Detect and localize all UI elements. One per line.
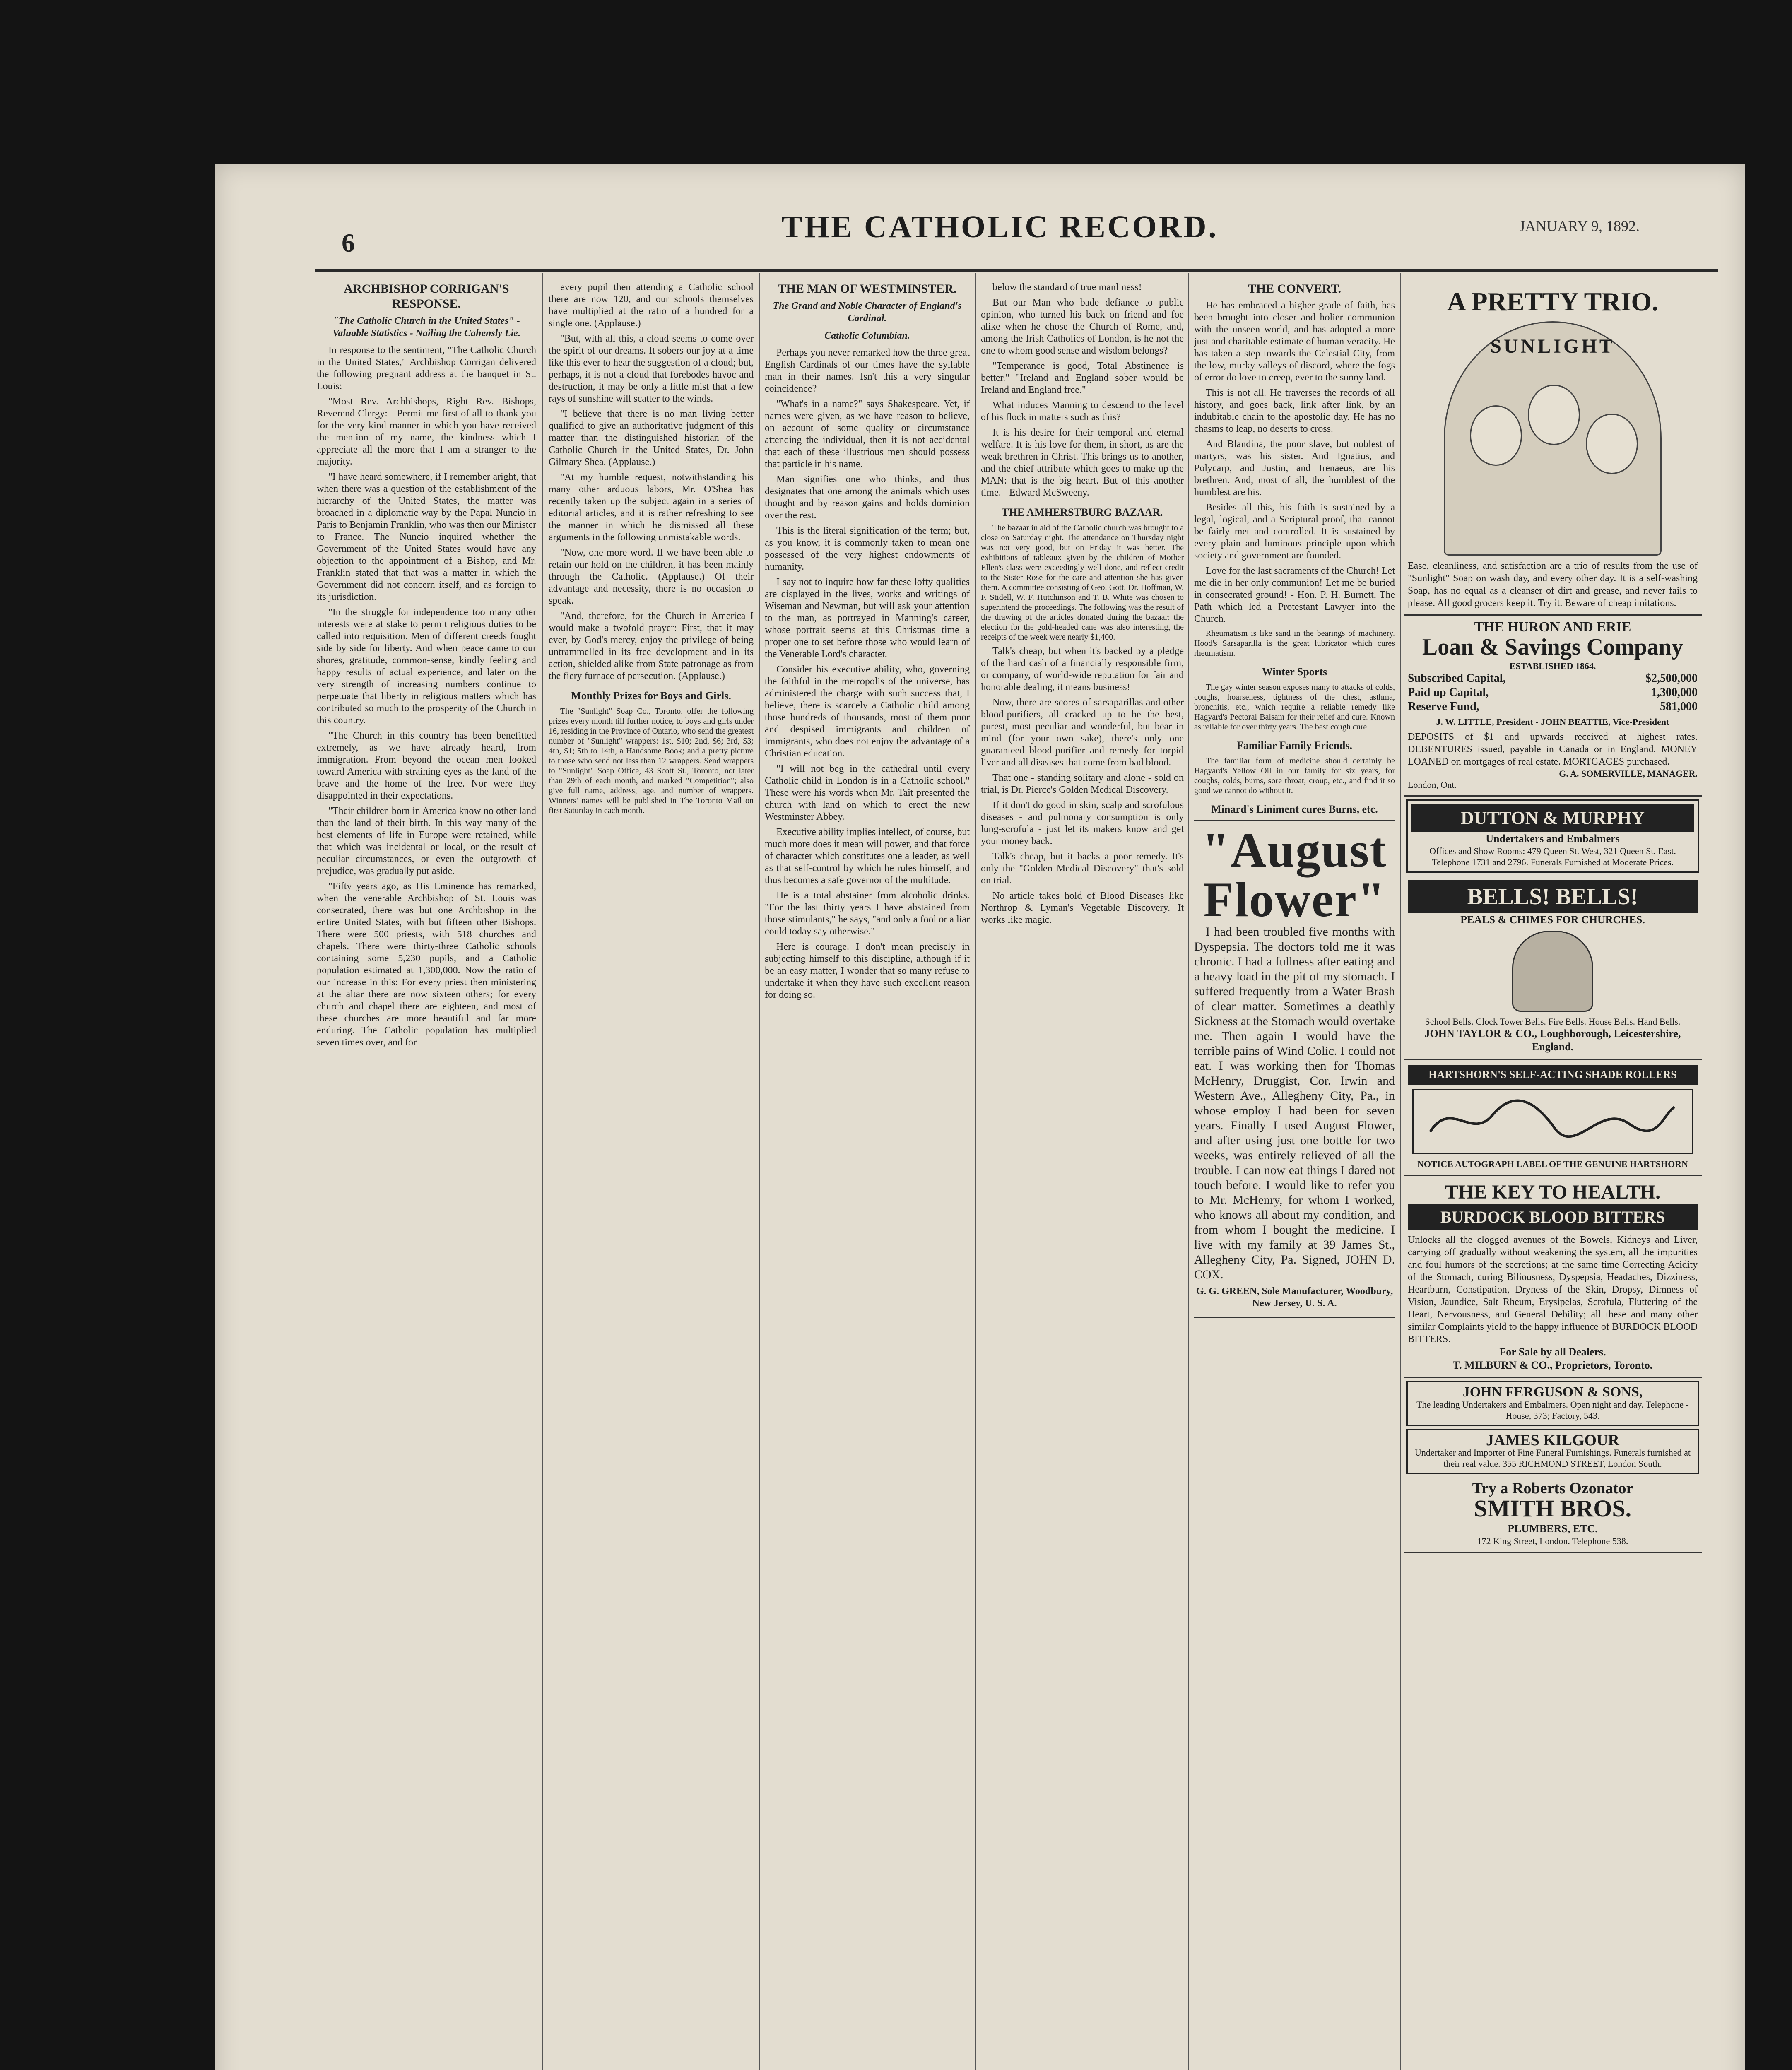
paragraph: Perhaps you never remarked how the three great English Cardinals of our times have the syllable man in their names. Isn't this a very singular coincidence? [765,347,970,394]
column-divider [542,273,543,2070]
article-subhead: The Grand and Noble Character of England's Cardinal. [773,301,962,324]
paragraph: "I believe that there is no man living better qualified to give an authoritative judgment of this matter than the distinguished historian of the Catholic Church in the United States, Dr. John Gilmary Shea. (Applause.) [549,409,754,467]
column-divider [975,273,976,2070]
hartshorn-signature [1412,1089,1693,1154]
paragraph: "Their children born in America know no other land than the land of their birth. In this way many of the best elements of life in Europe were retained, while that which was incidental or local, or the result of peculiar circumstances, or even the outgrowth of prejudice, was gradually put aside. [317,806,536,876]
paragraph: But our Man who bade defiance to public opinion, who turned his back on friend and foe alike when he chose the Church of Rome, and, among the Irish Catholics of London, is he not the one to whom good sense and wisdom belongs? [981,297,1184,356]
sunlight-banner-text: SUNLIGHT [1490,335,1615,357]
bells-text: School Bells. Clock Tower Bells. Fire Bells. House Bells. Hand Bells. [1425,1016,1681,1027]
paragraph: "I will not beg in the cathedral until every Catholic child in London is in a Catholic school." These were his words when Mr. Tait presented the church with land on which to erect the new Westminster Abbey. [765,763,970,822]
kilgour-title: JAMES KILGOUR [1486,1432,1619,1449]
column-westminster [765,282,970,2070]
masthead-rule [315,269,1718,272]
capital-row [1408,672,1698,686]
august-flower-manufacturer: G. G. GREEN, Sole Manufacturer, Woodbury, New Jersey, U. S. A. [1196,1286,1393,1309]
bells-title: BELLS! BELLS! [1408,880,1698,913]
paragraph: "Most Rev. Archbishops, Right Rev. Bishops, Reverend Clergy: - Permit me first of all to thank you for the very kind manner in which you have received the mention of my name, the kindness which I appreciate all the more that I am a stranger to the majority. [317,396,536,467]
huron-text: DEPOSITS of $1 and upwards received at highest rates. DEBENTURES issued, payable in Canada or in England. MONEY LOANED on mortgages of real estate. MORTGAGES purchased. [1408,732,1698,767]
paragraph: below the standard of true manliness! [992,282,1142,293]
familiar-notice: The familiar form of medicine should certainly be Hagyard's Yellow Oil in our family for six years, for coughs, colds, burns, sore throat, croup, etc., and find it so good we cannot do without it. [1194,756,1395,795]
girl-face-illustration [1586,414,1638,474]
burdock-text: Unlocks all the clogged avenues of the Bowels, Kidneys and Liver, carrying off gradually without weakening the system, all the impurities and foul humors of the secretions; at the same time Correcting Acidity of the Stomach, curing Biliousness, Dyspepsia, Headaches, Dizziness, Heartburn, Constipation, Dryness of the Skin, Dropsy, Dimness of Vision, Jaundice, Salt Rheum, Erysipelas, Scrofula, Fluttering of the Heart, Nervousness, and General Debility; all these and many other similar Complaints yield to the happy influence of BURDOCK BLOOD BITTERS. [1408,1235,1698,1345]
paragraph: Besides all this, his faith is sustained by a legal, logical, and a Scriptural proof, that cannot be fairly met and controlled. It is sustained by every plain and luminous principle upon which society and government are founded. [1194,502,1395,561]
signature-scribble [1414,1090,1687,1148]
august-flower-ad [1194,820,1395,1318]
huron-manager: G. A. SOMERVILLE, MANAGER. [1559,768,1698,779]
paragraph: "In the struggle for independence too many other interests were at stake to permit religious duties to be called into requisition. Men of different creeds fought side by side for liberty. And when peace came to our shores, gratitude, common-sense, kindly feeling and happy results of actual experience, and later on the very strength of increasing numbers continue to perpetuate that liberty in religious matters which has contributed so much to the prosperity of the Church in this country. [317,607,536,726]
paragraph: I say not to inquire how far these lofty qualities are displayed in the lives, works and writings of Wiseman and Newman, but will ask your attention to the man, as portrayed in Manning's career, whose portrait seems at this Christmas time a proper one to set before those who would learn of the Venerable Lord's character. [765,577,970,660]
huron-officers: J. W. LITTLE, President - JOHN BEATTIE, Vice-President [1436,717,1669,727]
winter-notice: The gay winter season exposes many to attacks of colds, coughs, hoarseness, tightness of the chest, asthma, bronchitis, etc., which require a reliable remedy like Hagyard's Pectoral Balsam for their relief and cure. Known as reliable for over thirty years. The best cough cure. [1194,683,1395,732]
paragraph: "But, with all this, a cloud seems to come over the spirit of our dreams. It sobers our joy at a time like this ever to hear the suggestion of a cloud; but, perhaps, it is not a cloud that forebodes havoc and destruction, it may be only a little mist that a few rays of sunshine will scatter to the winds. [549,333,754,404]
bazaar-heading: THE AMHERSTBURG BAZAAR. [1002,506,1163,518]
article-headline: THE CONVERT. [1248,282,1342,296]
paragraph: Talk's cheap, but when it's backed by a pledge of the hard cash of a financially responsible firm, or company, of world-wide reputation for fair and honorable dealing, it means business! [981,646,1184,693]
prize-notice: The "Sunlight" Soap Co., Toronto, offer the following prizes every month till further notice, to boys and girls under 16, residing in the Province of Ontario, who send the greatest number of "Sunlight" wrappers: 1st, $10; 2nd, $6; 3rd, $3; 4th, $1; 5th to 14th, a Handsome Book; and a pretty picture to those who send not less than 12 wrappers. Send wrappers to "Sunlight" Soap Office, 43 Scott St., Toronto, not later than 29th of each month, and marked "Competition"; also give full name, address, age, and number of wrappers. Winners' names will be published in The Toronto Mail on first Saturday in each month. [549,707,754,815]
burdock-name: BURDOCK BLOOD BITTERS [1408,1204,1698,1230]
minard-notice: Minard's Liniment cures Burns, etc. [1211,803,1378,815]
paragraph: every pupil then attending a Catholic school there are now 120, and our schools themselves have multiplied at the ratio of a hundred for a single one. (Applause.) [549,282,754,329]
hartshorn-title: HARTSHORN'S SELF-ACTING SHADE ROLLERS [1408,1065,1698,1085]
smith-title: SMITH BROS. [1474,1495,1632,1522]
burdock-ad [1404,1176,1702,1378]
column-westminster-continued [981,282,1184,2070]
huron-title: THE HURON AND ERIE [1474,619,1631,635]
paragraph: This is the literal signification of the term; but, as you know, it is commonly taken to mean one possessed of the very highest endowments of humanity. [765,525,970,572]
paragraph: That one - standing solitary and alone - sold on trial, is Dr. Pierce's Golden Medical Discovery. [981,773,1184,795]
hartshorn-sub: NOTICE AUTOGRAPH LABEL OF THE GENUINE HARTSHORN [1417,1159,1688,1169]
paragraph: "I have heard somewhere, if I remember aright, that when there was a question of the establishment of the hierarchy of the United States, the matter was broached in a diplomatic way by the Papal Nuncio in Paris to Benjamin Franklin, who was then our Minister to France. The Nuncio inquired whether the Government of the United States would have any objection to the appointment of a Bishop, and Mr. Franklin stated that that was a matter in which the Government did not concern itself, and as foreign to its jurisdiction. [317,472,536,602]
paragraph: It is his desire for their temporal and eternal welfare. It is his love for them, in short, as are the weak brethren in Christ. This brings us to another, and the chief attribute which goes to make up the MAN: that is the big heart. But of this another time. - Edward McSweeny. [981,427,1184,498]
rheumatism-notice: Rheumatism is like sand in the bearings of machinery. Hood's Sarsaparilla is the great lubricator which cures rheumatism. [1194,629,1395,658]
article-subhead: "The Catholic Church in the United States" - Valuable Statistics - Nailing the Cahensly Lie. [332,315,521,339]
ferguson-text: The leading Undertakers and Embalmers. Open night and day. Telephone - House, 373; Factory, 543. [1416,1399,1689,1421]
column-divider [759,273,760,2070]
three-girls-illustration [1444,321,1662,556]
august-flower-title: "August [1202,822,1387,877]
smith-text: 172 King Street, London. Telephone 538. [1477,1536,1628,1546]
girl-face-illustration [1470,405,1522,466]
capital-row [1408,686,1698,700]
paragraph: Consider his executive ability, who, governing the faithful in the metropolis of the universe, has administered the charge with such success that, I believe, there is scarcely a Catholic child among those hundreds of thousands, most of them poor and despised immigrants and children of immigrants, who does not enjoy the advantage of a Christian education. [765,664,970,759]
bells-ad [1404,875,1702,1060]
kilgour-ad [1406,1429,1699,1474]
capital-value: 1,300,000 [1651,686,1698,699]
girl-face-illustration [1528,385,1580,445]
paragraph: Love for the last sacraments of the Church! Let me die in her only communion! Let me be buried in consecrated ground! - Hon. P. H. Burnett, The Path which led a Protestant Lawyer into the Church. [1194,566,1395,624]
paragraph: What induces Manning to descend to the level of his flock in matters such as this? [981,400,1184,423]
paragraph: Talk's cheap, but it backs a poor remedy. It's only the "Golden Medical Discovery" that's sold on trial. [981,851,1184,886]
burdock-dealers: For Sale by all Dealers. [1499,1346,1606,1358]
article-source: Catholic Columbian. [824,330,910,341]
paragraph: Executive ability implies intellect, of course, but much more does it mean will power, and that force of character which constitutes one a leader, as well as that self-control by which he rules himself, and thus becomes a safe governor of the multitude. [765,827,970,886]
familiar-heading: Familiar Family Friends. [1237,739,1352,751]
column-divider [1400,273,1401,2070]
paragraph: Now, there are scores of sarsaparillas and other blood-purifiers, all cracked up to be the best, purest, most peculiar and wonderful, but bear in mind (for your own sake), there's only one guaranteed blood-purifier and remedy for torpid liver and all diseases that come from bad blood. [981,697,1184,768]
paragraph: No article takes hold of Blood Diseases like Northrop & Lyman's Vegetable Discovery. It works like magic. [981,891,1184,925]
sunlight-ad-title: A PRETTY TRIO. [1447,287,1659,316]
column-convert [1194,282,1395,2070]
key-title: THE KEY TO HEALTH. [1445,1181,1661,1203]
august-flower-testimonial: I had been troubled five months with Dyspepsia. The doctors told me it was chronic. I had a fullness after eating and a heavy load in the pit of my stomach. I suffered frequently from a Water Brash of clear matter. Sometimes a deathly Sickness at the Stomach would overtake me. Then again I would have the terrible pains of Wind Colic. I could not eat. I was working then for Thomas McHenry, Druggist, Cor. Irwin and Western Ave., Allegheny City, Pa., in whose employ I had been for seven years. Finally I used August Flower, and after using just one bottle for two weeks, was entirely relieved of all the trouble. I can now eat things I dared not touch before. I would like to refer you to Mr. McHenry, for whom I worked, who knows all about my condition, and from whom I bought the medicine. I live with my family at 39 James St., Allegheny City, Pa. Signed, JOHN D. COX. [1194,925,1395,1281]
kilgour-text: Undertaker and Importer of Fine Funeral Furnishings. Funerals furnished at their real value. 355 RICHMOND STREET, London South. [1415,1447,1691,1469]
dutton-murphy-ad [1406,799,1699,873]
ozonator-line: Try a Roberts Ozonator [1472,1480,1633,1497]
burdock-maker: T. MILBURN & CO., Proprietors, Toronto. [1452,1359,1653,1371]
huron-company-name: Loan & Savings Company [1422,634,1684,660]
article-headline: ARCHBISHOP CORRIGAN'S RESPONSE. [344,282,509,310]
masthead: THE CATHOLIC RECORD. [781,209,1219,244]
paragraph: "Temperance is good, Total Abstinence is better." "Ireland and England sober would be Ireland and England free." [981,361,1184,395]
dutton-title: DUTTON & MURPHY [1411,804,1694,832]
bells-maker: JOHN TAYLOR & CO., Loughborough, Leicestershire, England. [1424,1028,1681,1053]
prize-heading: Monthly Prizes for Boys and Girls. [571,690,731,702]
ferguson-title: JOHN FERGUSON & SONS, [1462,1384,1643,1400]
column-archbishop [317,282,536,2070]
paragraph: "And, therefore, for the Church in America I would make a twofold prayer: First, that it may ever, by God's mercy, enjoy the privilege of being untrammelled in its free development and in its action, shielded alike from State patronage as from the fiery furnace of persecution. (Applause.) [549,611,754,681]
huron-erie-ad [1404,616,1702,797]
paragraph: "At my humble request, notwithstanding his many other arduous labors, Mr. O'Shea has recently taken up the subject again in a series of editorial articles, and it is rather refreshing to see the manner in which he dismissed all these arguments in the following unmistakable words. [549,472,754,543]
capital-row [1408,700,1698,714]
capital-value: $2,500,000 [1645,672,1698,685]
huron-city: London, Ont. [1408,780,1457,790]
paragraph: Man signifies one who thinks, and thus designates that one among the animals which uses thought and by reason gains and holds dominion over the rest. [765,474,970,521]
issue-date: JANUARY 9, 1892. [1519,218,1640,234]
dutton-sub: Undertakers and Embalmers [1486,833,1620,845]
paragraph: "The Church in this country has been benefitted extremely, as we have already heard, from immigration. From beyond the ocean men looked toward America with straining eyes as the land of the brave and the home of the free. Nor were they disappointed in their expectations. [317,730,536,801]
capital-label: Reserve Fund, [1408,700,1479,713]
advertisement-column [1404,282,1702,2070]
bell-illustration [1512,931,1593,1012]
bazaar-report: The bazaar in aid of the Catholic church was brought to a close on Saturday night. The attendance on Thursday night was not very good, but on Friday it was better. The exhibitions of tableaux given by the children of Mother Ellen's class were exceedingly well done, and reflect credit to the Sister Rose for the care and attention she has given them. A committee consisting of Geo. Gott, Dr. Hoffman, W. F. Stidell, W. F. Hutchinson and T. B. White was chosen to superintend the proceedings. The following was the result of the drawing of the articles donated during the bazaar: the election for the gold-headed cane was also interesting, the receipts of the week were nearly $1,400. [981,523,1184,642]
smith-sub: PLUMBERS, ETC. [1508,1523,1598,1535]
article-headline: THE MAN OF WESTMINSTER. [778,282,957,296]
capital-value: 581,000 [1660,700,1698,713]
sunlight-ad-text: Ease, cleanliness, and satisfaction are a trio of results from the use of "Sunlight" Soap on wash day, and every other day. It is a self-washing Soap, has no equal as a cleanser of dirt and grease, and never fails to please. All good grocers keep it. Try it. Beware of cheap imitations. [1408,561,1698,609]
capital-label: Paid up Capital, [1408,686,1489,699]
paragraph: "What's in a name?" says Shakespeare. Yet, if names were given, as we have reason to believe, on account of some quality or circumstance attending the individual, then it is not accidental that each of these illustrious men should possess that particle in his name. [765,399,970,469]
bells-sub: PEALS & CHIMES FOR CHURCHES. [1460,914,1645,926]
capital-label: Subscribed Capital, [1408,672,1506,685]
smith-bros-ad [1404,1477,1702,1553]
sunlight-ad [1404,282,1702,616]
paragraph: And Blandina, the poor slave, but noblest of martyrs, was his sister. And Ignatius, and Polycarp, and Justin, and Irenaeus, are his brethren. And, most of all, the humblest of the humblest are his. [1194,439,1395,498]
paragraph: He has embraced a higher grade of faith, has been brought into closer and holier communion with the unseen world, and has adopted a more just and charitable estimate of human veracity. He has taken a step towards the Celestial City, from the low, murky valleys of discord, where the fogs of error do love to creep, ever to the sunny land. [1194,300,1395,383]
paragraph: In response to the sentiment, "The Catholic Church in the United States," Archbishop Corrigan delivered the following pregnant address at the banquet in St. Louis: [317,345,536,392]
column-archbishop-continued [549,282,754,2070]
page-number: 6 [342,228,355,258]
paragraph: This is not all. He traverses the records of all history, and goes back, link after link, by an indubitable chain to the apostolic day. He has no chasms to leap, no deserts to cross. [1194,388,1395,434]
paragraph: "Now, one more word. If we have been able to retain our hold on the children, it has been mainly through the Catholic. (Applause.) Of their advantage and necessity, there is no occasion to speak. [549,547,754,606]
paragraph: If it don't do good in skin, scalp and scrofulous diseases - and pulmonary consumption is only lung-scrofula - just let its makers know and get your money back. [981,800,1184,847]
newspaper-page [215,164,1745,2070]
huron-established: ESTABLISHED 1864. [1509,661,1596,671]
column-divider [1188,273,1189,2070]
winter-heading: Winter Sports [1262,666,1327,678]
hartshorn-ad [1404,1060,1702,1176]
august-flower-title: Flower" [1203,872,1386,927]
ferguson-ad [1406,1381,1699,1426]
dutton-text: Offices and Show Rooms: 479 Queen St. West, 321 Queen St. East. Telephone 1731 and 2796. Funerals Furnished at Moderate Prices. [1429,846,1676,867]
paragraph: He is a total abstainer from alcoholic drinks. "For the last thirty years I have abstained from those stimulants," he says, "and only a fool or a liar could today say otherwise." [765,890,970,937]
paragraph: Here is courage. I don't mean precisely in subjecting himself to this discipline, although if it be an easy matter, I wonder that so many refuse to undertake it when they have such excellent reason for doing so. [765,941,970,1000]
paragraph: "Fifty years ago, as His Eminence has remarked, when the venerable Archbishop of St. Louis was consecrated, there was but one Archbishop in the entire United States, with but fifteen other Bishops. There were 500 priests, with 518 churches and chapels. There were thirty-three Catholic schools containing some 5,230 pupils, and a Catholic population estimated at 1,300,000. Now the ratio of our increase in this: For every priest then ministering at the altar there are now sixteen others; for every church and chapel there are eighteen, and most of these churches are more beautiful and far more enduring. The Catholic population has multiplied seven times over, and for [317,881,536,1048]
